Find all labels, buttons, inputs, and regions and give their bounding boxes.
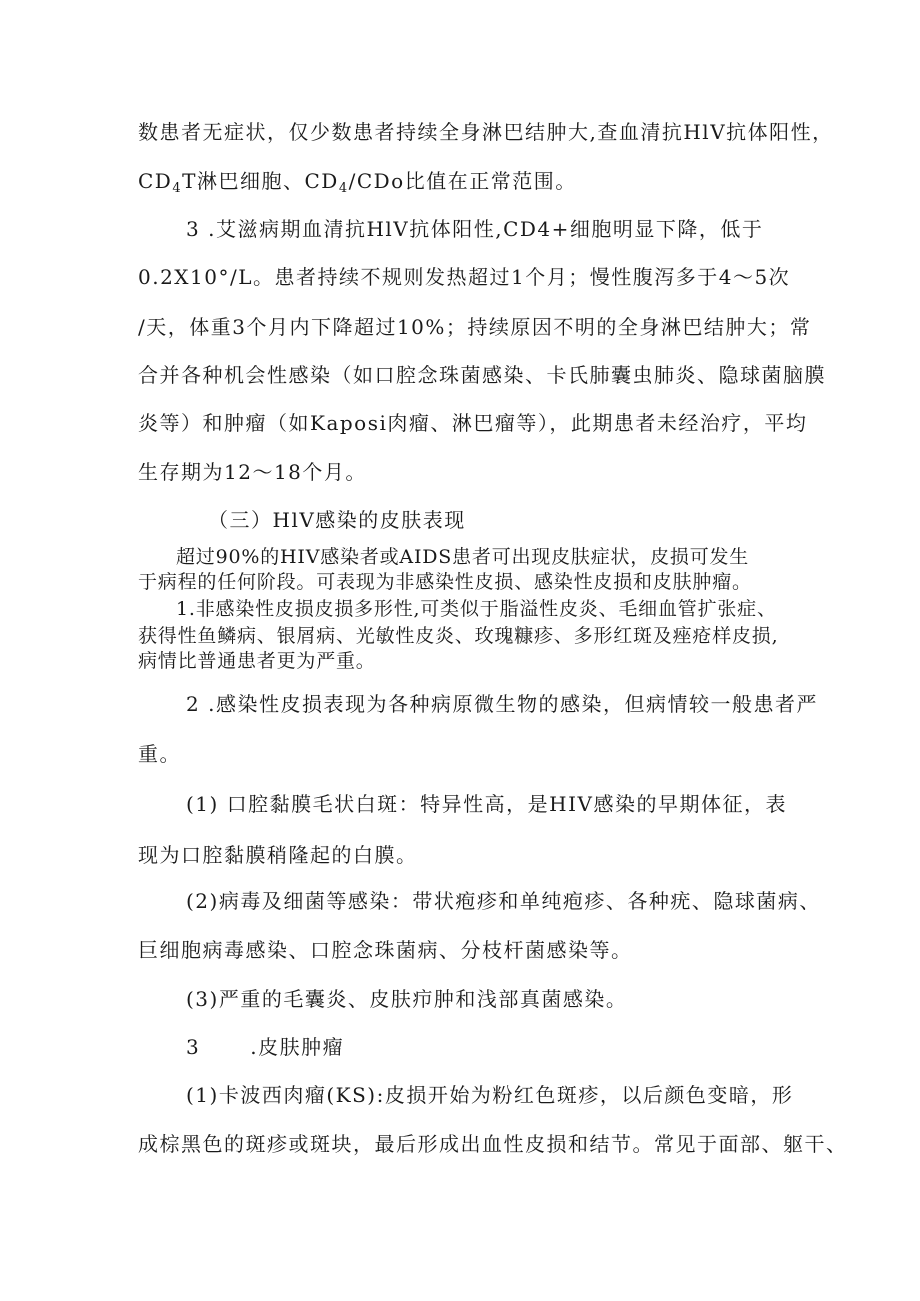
text-line: (1) 口腔黏膜毛状白斑：特异性高，是HIV感染的早期体征，表 xyxy=(186,792,787,816)
text-line: 生存期为12～18个月。 xyxy=(138,460,367,484)
text-line: /天，体重3个月内下降超过10%；持续原因不明的全身淋巴结肿大；常 xyxy=(138,315,812,339)
text-line: (3)严重的毛囊炎、皮肤疖肿和浅部真菌感染。 xyxy=(186,987,628,1011)
text-line: 病情比普通患者更为严重。 xyxy=(138,650,376,672)
text-line: 3 .艾滋病期血清抗HlV抗体阳性,CD4+细胞明显下降，低于 xyxy=(186,217,764,241)
text-line: 2 .感染性皮损表现为各种病原微生物的感染，但病情较一般患者严 xyxy=(186,692,818,716)
text-line: 现为口腔黏膜稍隆起的白膜。 xyxy=(138,843,418,867)
text-line xyxy=(186,1034,344,1060)
text-line: 成棕黑色的斑疹或斑块，最后形成出血性皮损和结节。常见于面部、躯干、 xyxy=(138,1132,848,1156)
text-fragment: /CDo比值在正常范围。 xyxy=(348,169,577,193)
text-line: 超过90%的HIV感染者或AIDS患者可出现皮肤症状，皮损可发生 xyxy=(176,546,750,568)
text-fragment: .皮肤肿瘤 xyxy=(250,1035,345,1059)
text-line: (1)卡波西肉瘤(KS):皮损开始为粉红色斑疹，以后颜色变暗，形 xyxy=(186,1083,794,1107)
text-line: 巨细胞病毒感染、口腔念珠菌病、分枝杆菌感染等。 xyxy=(138,938,633,962)
text-line: 数患者无症状，仅少数患者持续全身淋巴结肿大,查血清抗HlV抗体阳性， xyxy=(138,120,834,144)
text-fragment: T淋巴细胞、CD xyxy=(182,169,339,193)
text-line: 合并各种机会性感染（如口腔念珠菌感染、卡氏肺囊虫肺炎、隐球菌脑膜 xyxy=(138,363,826,387)
text-fragment: CD xyxy=(138,169,173,193)
text-line: 炎等）和肿瘤（如Kaposi肉瘤、淋巴瘤等），此期患者未经治疗，平均 xyxy=(138,411,808,435)
subscript: 4 xyxy=(172,181,183,196)
text-line: 获得性鱼鳞病、银屑病、光敏性皮炎、玫瑰糠疹、多形红斑及痤疮样皮损, xyxy=(138,625,779,647)
text-line: 0.2X10°/L。患者持续不规则发热超过1个月；慢性腹泻多于4～5次 xyxy=(138,265,791,289)
text-line: 1.非感染性皮损皮损多形性,可类似于脂溢性皮炎、毛细血管扩张症、 xyxy=(176,598,777,620)
text-line: 于病程的任何阶段。可表现为非感染性皮损、感染性皮损和皮肤肿瘤。 xyxy=(138,571,752,593)
list-number: 3 xyxy=(186,1035,201,1059)
text-line: 重。 xyxy=(138,742,181,766)
subscript: 4 xyxy=(338,181,349,196)
section-heading: （三）HlV感染的皮肤表现 xyxy=(208,508,466,532)
text-line xyxy=(138,168,577,202)
text-line: (2)病毒及细菌等感染：带状疱疹和单纯疱疹、各种疣、隐球菌病、 xyxy=(186,889,821,913)
